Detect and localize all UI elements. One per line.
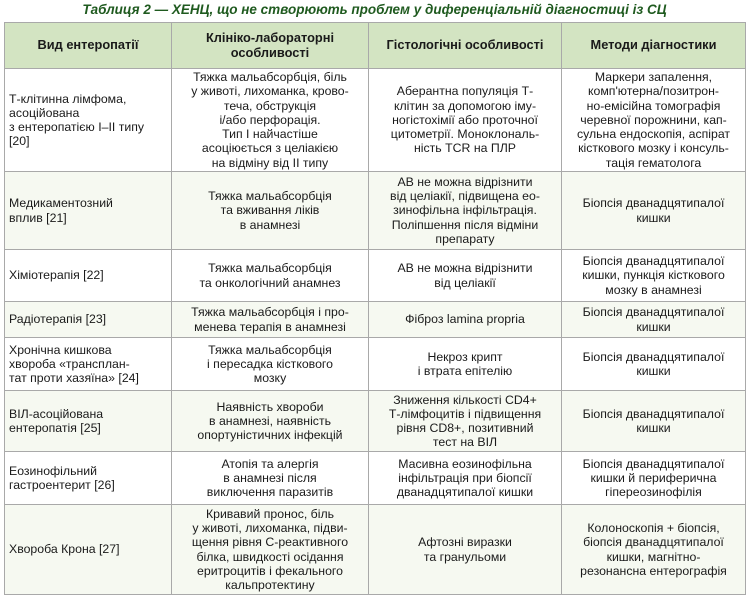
table-header-row <box>5 23 746 69</box>
table-row <box>5 302 746 338</box>
cell-histology: Афтозні виразки та гранульоми <box>369 505 562 595</box>
cell-histology: Фіброз lamina propria <box>369 302 562 338</box>
table-row <box>5 452 746 505</box>
cell-clinical: Тяжка мальабсорбція та онкологічний анамнез <box>172 250 369 302</box>
cell-type: Медикаментозний вплив [21] <box>5 172 172 250</box>
cell-methods: Біопсія дванадцятипалої кишки <box>562 302 746 338</box>
table-caption: Таблиця 2 — ХЕНЦ, що не створюють проблем у диференціальній діагностиці із СЦ <box>82 2 667 17</box>
cell-type: Радіотерапія [23] <box>5 302 172 338</box>
cell-methods: Біопсія дванадцятипалої кишки й периферична гіпереозинофілія <box>562 452 746 505</box>
cell-methods: Біопсія дванадцятипалої кишки <box>562 338 746 391</box>
table-row <box>5 172 746 250</box>
cell-methods: Біопсія дванадцятипалої кишки <box>562 391 746 452</box>
cell-histology: Некроз крипт і втрата епітелію <box>369 338 562 391</box>
cell-type: Еозинофільний гастроентерит [26] <box>5 452 172 505</box>
cell-clinical: Тяжка мальабсорбція і про- менева терапія в анамнезі <box>172 302 369 338</box>
enteropathy-table <box>4 22 746 595</box>
column-header-clinical: Клініко-лабораторні особливості <box>172 23 369 69</box>
table-row <box>5 391 746 452</box>
column-header-histology: Гістологічні особливості <box>369 23 562 69</box>
cell-type: Хіміотерапія [22] <box>5 250 172 302</box>
table-row <box>5 69 746 172</box>
cell-clinical: Кривавий пронос, біль у животі, лихоманка, підви- щення рівня С-реактивного білка, швидкості осідання еритроцитів і фекального кальпротектину <box>172 505 369 595</box>
table-row <box>5 250 746 302</box>
column-header-methods: Методи діагностики <box>562 23 746 69</box>
cell-clinical: Тяжка мальабсорбція, біль у животі, лихоманка, крово- теча, обструкція і/або перфорація. Тип І найчастіше асоціюється з целіакією на відміну від ІІ типу <box>172 69 369 172</box>
cell-histology: АВ не можна відрізнити від целіакії, підвищена ео- зинофільна інфільтрація. Поліпшення після відміни препарату <box>369 172 562 250</box>
cell-clinical: Тяжка мальабсорбція та вживання ліків в анамнезі <box>172 172 369 250</box>
cell-type: Хвороба Крона [27] <box>5 505 172 595</box>
cell-histology: Зниження кількості CD4+ Т-лімфоцитів і підвищення рівня CD8+, позитивний тест на ВІЛ <box>369 391 562 452</box>
cell-histology: Аберантна популяція Т- клітин за допомогою іму- ногістохімії або проточної цитометрії. Моноклональ- ність TCR на ПЛР <box>369 69 562 172</box>
cell-type: ВІЛ-асоційована ентеропатія [25] <box>5 391 172 452</box>
cell-histology: Масивна еозинофільна інфільтрація при біопсії дванадцятипалої кишки <box>369 452 562 505</box>
column-header-type: Вид ентеропатії <box>5 23 172 69</box>
cell-type: Хронічна кишкова хвороба «трансплан- тат проти хазяїна» [24] <box>5 338 172 391</box>
cell-methods: Маркери запалення, комп'ютерна/позитрон- но-емісійна томографія черевної порожнини, кап- сульна ендоскопія, аспірат кісткового мозку і консуль- тація гематолога <box>562 69 746 172</box>
cell-type: Т-клітинна лімфома, асоційована з ентеропатією І–ІІ типу [20] <box>5 69 172 172</box>
cell-clinical: Тяжка мальабсорбція і пересадка кісткового мозку <box>172 338 369 391</box>
table-row <box>5 505 746 595</box>
cell-methods: Біопсія дванадцятипалої кишки <box>562 172 746 250</box>
cell-methods: Біопсія дванадцятипалої кишки, пункція кісткового мозку в анамнезі <box>562 250 746 302</box>
cell-clinical: Атопія та алергія в анамнезі після виключення паразитів <box>172 452 369 505</box>
cell-histology: АВ не можна відрізнити від целіакії <box>369 250 562 302</box>
table-row <box>5 338 746 391</box>
cell-methods: Колоноскопія + біопсія, біопсія дванадцятипалої кишки, магнітно- резонансна ентерографія <box>562 505 746 595</box>
cell-clinical: Наявність хвороби в анамнезі, наявність опортуністичних інфекцій <box>172 391 369 452</box>
